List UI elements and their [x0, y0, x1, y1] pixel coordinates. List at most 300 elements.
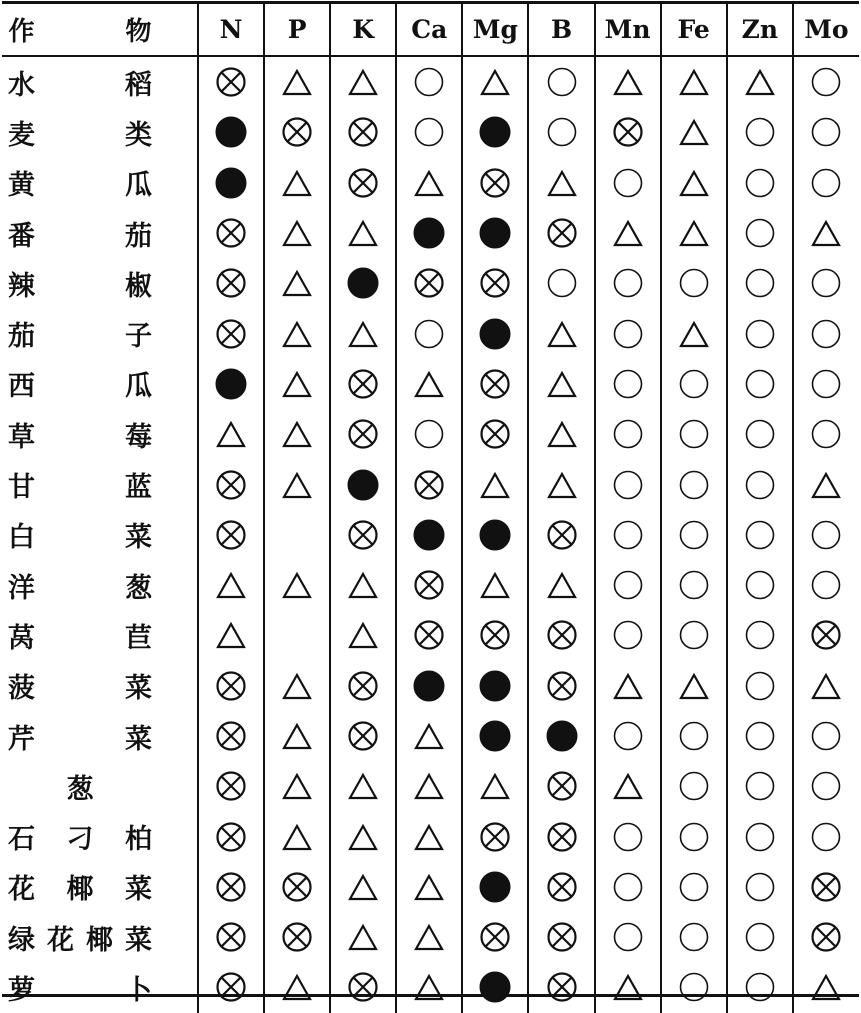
triangle-icon [662, 669, 726, 703]
symbol-cell-ca [396, 409, 462, 459]
symbol-cell-mn [595, 811, 661, 861]
symbol-cell-mn [595, 761, 661, 811]
symbol-cell-mo [793, 308, 859, 358]
open-circle-icon [794, 769, 859, 803]
open-circle-icon [397, 65, 461, 99]
crop-name-cell [2, 56, 198, 107]
symbol-cell-zn [727, 811, 793, 861]
table-row [2, 811, 859, 861]
table-row [2, 107, 859, 157]
open-circle-icon [596, 367, 660, 401]
symbol-cell-ca [396, 962, 462, 1012]
table-row [2, 610, 859, 660]
symbol-cell-b [528, 962, 594, 1012]
symbol-cell-mg [462, 510, 528, 560]
symbol-cell-p [264, 560, 330, 610]
crop-name-cell [2, 208, 198, 258]
crop-name-char: 稻 [125, 69, 152, 101]
circle-cross-icon [529, 769, 593, 803]
symbol-cell-n [198, 308, 264, 358]
triangle-icon [199, 568, 263, 602]
symbol-cell-p [264, 56, 330, 107]
triangle-icon [397, 367, 461, 401]
crop-name-cell [2, 761, 198, 811]
crop-name-char: 苣 [125, 622, 152, 654]
symbol-cell-zn [727, 510, 793, 560]
crop-name-char: 刁 [66, 824, 94, 856]
symbol-cell-zn [727, 761, 793, 811]
crop-name-char: 菜 [125, 522, 152, 554]
crop-name-cell [2, 359, 198, 409]
triangle-icon [529, 468, 593, 502]
symbol-cell-k [330, 661, 396, 711]
crop-nutrient-table [2, 4, 859, 1013]
symbol-cell-p [264, 208, 330, 258]
symbol-cell-ca [396, 560, 462, 610]
circle-cross-icon [199, 216, 263, 250]
symbol-cell-ca [396, 711, 462, 761]
symbol-cell-ca [396, 158, 462, 208]
crop-name-char: 甘 [8, 472, 35, 504]
symbol-cell-mn [595, 661, 661, 711]
circle-cross-icon [265, 870, 329, 904]
symbol-cell-b [528, 258, 594, 308]
symbol-cell-mg [462, 208, 528, 258]
triangle-icon [265, 417, 329, 451]
circle-cross-icon [794, 920, 859, 954]
circle-cross-icon [794, 618, 859, 652]
symbol-cell-fe [661, 862, 727, 912]
open-circle-icon [662, 518, 726, 552]
table-row [2, 912, 859, 962]
triangle-icon [265, 166, 329, 200]
symbol-cell-mn [595, 560, 661, 610]
triangle-icon [397, 920, 461, 954]
symbol-cell-k [330, 711, 396, 761]
triangle-icon [331, 65, 395, 99]
symbol-cell-b [528, 711, 594, 761]
symbol-cell-mo [793, 208, 859, 258]
symbol-cell-mn [595, 912, 661, 962]
symbol-cell-mg [462, 962, 528, 1012]
triangle-icon [265, 820, 329, 854]
open-circle-icon [728, 870, 792, 904]
open-circle-icon [662, 870, 726, 904]
symbol-cell-p [264, 258, 330, 308]
open-circle-icon [596, 166, 660, 200]
open-circle-icon [794, 317, 859, 351]
circle-cross-icon [397, 266, 461, 300]
open-circle-icon [794, 820, 859, 854]
circle-cross-icon [529, 920, 593, 954]
triangle-icon [265, 568, 329, 602]
circle-cross-icon [331, 669, 395, 703]
filled-circle-icon [199, 166, 263, 200]
circle-cross-icon [331, 970, 395, 1004]
symbol-cell-fe [661, 459, 727, 509]
symbol-cell-p [264, 661, 330, 711]
open-circle-icon [397, 417, 461, 451]
symbol-cell-fe [661, 308, 727, 358]
symbol-cell-fe [661, 258, 727, 308]
circle-cross-icon [199, 468, 263, 502]
open-circle-icon [596, 870, 660, 904]
symbol-cell-mg [462, 107, 528, 157]
crop-name-char: 类 [125, 119, 152, 151]
symbol-cell-zn [727, 912, 793, 962]
filled-circle-icon [463, 317, 527, 351]
symbol-cell-p [264, 158, 330, 208]
symbol-cell-mo [793, 811, 859, 861]
symbol-cell-p [264, 761, 330, 811]
symbol-cell-zn [727, 862, 793, 912]
symbol-cell-b [528, 811, 594, 861]
crop-name-char: 花 [8, 874, 35, 906]
symbol-cell-p [264, 409, 330, 459]
symbol-cell-ca [396, 661, 462, 711]
circle-cross-icon [331, 417, 395, 451]
circle-cross-icon [529, 669, 593, 703]
triangle-icon [199, 618, 263, 652]
crop-name-char: 瓜 [125, 371, 152, 403]
symbol-cell-ca [396, 308, 462, 358]
crop-name-cell [2, 510, 198, 560]
triangle-icon [794, 970, 859, 1004]
crop-name-cell [2, 308, 198, 358]
circle-cross-icon [199, 870, 263, 904]
open-circle-icon [596, 468, 660, 502]
symbol-cell-mn [595, 862, 661, 912]
crop-name-cell [2, 409, 198, 459]
triangle-icon [331, 870, 395, 904]
circle-cross-icon [199, 65, 263, 99]
table-row [2, 56, 859, 107]
symbol-cell-b [528, 912, 594, 962]
open-circle-icon [662, 719, 726, 753]
filled-circle-icon [331, 266, 395, 300]
element-header-mg: Mg [462, 4, 528, 56]
symbol-cell-ca [396, 761, 462, 811]
filled-circle-icon [463, 970, 527, 1004]
crop-name-cell [2, 258, 198, 308]
filled-circle-icon [463, 870, 527, 904]
symbol-cell-mo [793, 962, 859, 1012]
circle-cross-icon [265, 115, 329, 149]
symbol-cell-mn [595, 711, 661, 761]
open-circle-icon [596, 618, 660, 652]
triangle-icon [397, 769, 461, 803]
open-circle-icon [728, 367, 792, 401]
triangle-icon [397, 820, 461, 854]
symbol-cell-b [528, 459, 594, 509]
symbol-cell-mn [595, 107, 661, 157]
symbol-cell-mn [595, 158, 661, 208]
open-circle-icon [728, 820, 792, 854]
crop-name-cell [2, 107, 198, 157]
symbol-cell-n [198, 258, 264, 308]
table-row [2, 761, 859, 811]
triangle-icon [463, 65, 527, 99]
open-circle-icon [529, 65, 593, 99]
symbol-cell-p [264, 610, 330, 660]
crop-name-char: 椰 [86, 924, 113, 956]
crop-name-char: 椒 [125, 270, 152, 302]
symbol-cell-k [330, 409, 396, 459]
circle-cross-icon [794, 870, 859, 904]
crop-name-char: 绿 [8, 924, 35, 956]
symbol-cell-mg [462, 158, 528, 208]
symbol-cell-fe [661, 761, 727, 811]
symbol-cell-ca [396, 811, 462, 861]
symbol-cell-mo [793, 459, 859, 509]
crop-name-char: 洋 [8, 572, 35, 604]
header-row [2, 4, 859, 56]
open-circle-icon [662, 266, 726, 300]
symbol-cell-p [264, 459, 330, 509]
symbol-cell-p [264, 510, 330, 560]
crop-name-char: 麦 [8, 119, 35, 151]
symbol-cell-p [264, 308, 330, 358]
element-header-b: B [528, 4, 594, 56]
circle-cross-icon [331, 719, 395, 753]
symbol-cell-mo [793, 862, 859, 912]
symbol-cell-k [330, 962, 396, 1012]
open-circle-icon [728, 468, 792, 502]
symbol-cell-zn [727, 409, 793, 459]
circle-cross-icon [463, 820, 527, 854]
symbol-cell-p [264, 711, 330, 761]
symbol-cell-n [198, 862, 264, 912]
table-row [2, 962, 859, 1012]
symbol-cell-mo [793, 107, 859, 157]
triangle-icon [331, 820, 395, 854]
symbol-cell-b [528, 359, 594, 409]
crop-name-char: 菜 [125, 924, 152, 956]
open-circle-icon [596, 417, 660, 451]
triangle-icon [529, 568, 593, 602]
circle-cross-icon [331, 115, 395, 149]
open-circle-icon [596, 719, 660, 753]
open-circle-icon [662, 820, 726, 854]
symbol-cell-mo [793, 510, 859, 560]
symbol-cell-b [528, 661, 594, 711]
symbol-cell-p [264, 912, 330, 962]
symbol-cell-zn [727, 208, 793, 258]
open-circle-icon [728, 266, 792, 300]
symbol-cell-b [528, 610, 594, 660]
circle-cross-icon [199, 669, 263, 703]
filled-circle-icon [463, 115, 527, 149]
symbol-cell-mn [595, 962, 661, 1012]
crop-name-char: 水 [8, 69, 35, 101]
table-row [2, 258, 859, 308]
symbol-cell-ca [396, 258, 462, 308]
symbol-cell-zn [727, 661, 793, 711]
symbol-cell-b [528, 158, 594, 208]
symbol-cell-b [528, 862, 594, 912]
open-circle-icon [662, 568, 726, 602]
symbol-cell-p [264, 359, 330, 409]
triangle-icon [265, 468, 329, 502]
symbol-cell-mo [793, 912, 859, 962]
table-row [2, 711, 859, 761]
crop-name-cell [2, 158, 198, 208]
symbol-cell-zn [727, 459, 793, 509]
symbol-cell-ca [396, 510, 462, 560]
open-circle-icon [662, 769, 726, 803]
open-circle-icon [794, 266, 859, 300]
symbol-cell-mg [462, 258, 528, 308]
triangle-icon [463, 568, 527, 602]
crop-name-char: 莴 [8, 622, 35, 654]
triangle-icon [397, 166, 461, 200]
triangle-icon [596, 970, 660, 1004]
symbol-cell-zn [727, 56, 793, 107]
open-circle-icon [794, 115, 859, 149]
open-circle-icon [596, 920, 660, 954]
table-body [2, 56, 859, 1013]
symbol-cell-k [330, 158, 396, 208]
circle-cross-icon [331, 518, 395, 552]
crop-name-cell [2, 811, 198, 861]
symbol-cell-mo [793, 761, 859, 811]
circle-cross-icon [463, 266, 527, 300]
symbol-cell-k [330, 912, 396, 962]
symbol-cell-n [198, 56, 264, 107]
open-circle-icon [728, 568, 792, 602]
symbol-cell-fe [661, 962, 727, 1012]
symbol-cell-mn [595, 208, 661, 258]
table-row [2, 409, 859, 459]
symbol-cell-mn [595, 610, 661, 660]
symbol-cell-k [330, 811, 396, 861]
symbol-cell-n [198, 711, 264, 761]
symbol-cell-mn [595, 56, 661, 107]
symbol-cell-mg [462, 912, 528, 962]
filled-circle-icon [397, 216, 461, 250]
element-header-p: P [264, 4, 330, 56]
symbol-cell-k [330, 560, 396, 610]
open-circle-icon [397, 317, 461, 351]
circle-cross-icon [529, 970, 593, 1004]
crop-name-cell [2, 862, 198, 912]
triangle-icon [265, 970, 329, 1004]
circle-cross-icon [199, 317, 263, 351]
symbol-cell-ca [396, 862, 462, 912]
circle-cross-icon [397, 568, 461, 602]
open-circle-icon [794, 719, 859, 753]
table-row [2, 308, 859, 358]
open-circle-icon [529, 266, 593, 300]
filled-circle-icon [463, 216, 527, 250]
triangle-icon [794, 468, 859, 502]
circle-cross-icon [463, 920, 527, 954]
symbol-cell-k [330, 107, 396, 157]
symbol-cell-zn [727, 711, 793, 761]
symbol-cell-mn [595, 308, 661, 358]
symbol-cell-ca [396, 107, 462, 157]
triangle-icon [794, 216, 859, 250]
symbol-cell-mo [793, 258, 859, 308]
symbol-cell-k [330, 459, 396, 509]
symbol-cell-fe [661, 711, 727, 761]
symbol-cell-mg [462, 56, 528, 107]
symbol-cell-p [264, 107, 330, 157]
symbol-cell-b [528, 409, 594, 459]
crop-nutrient-table-container [2, 1, 859, 1006]
symbol-cell-mo [793, 560, 859, 610]
symbol-cell-mg [462, 711, 528, 761]
open-circle-icon [662, 367, 726, 401]
table-row [2, 661, 859, 711]
crop-name-char: 茄 [125, 220, 152, 252]
circle-cross-icon [265, 920, 329, 954]
circle-cross-icon [199, 769, 263, 803]
symbol-cell-n [198, 661, 264, 711]
crop-name-char: 草 [8, 421, 35, 453]
symbol-cell-fe [661, 208, 727, 258]
triangle-icon [265, 669, 329, 703]
symbol-cell-fe [661, 560, 727, 610]
triangle-icon [529, 417, 593, 451]
crop-name-cell [2, 661, 198, 711]
triangle-icon [662, 317, 726, 351]
triangle-icon [728, 65, 792, 99]
symbol-cell-fe [661, 510, 727, 560]
symbol-cell-mg [462, 359, 528, 409]
symbol-cell-ca [396, 459, 462, 509]
open-circle-icon [728, 669, 792, 703]
crop-name-char: 茄 [8, 321, 35, 353]
triangle-icon [529, 367, 593, 401]
open-circle-icon [728, 115, 792, 149]
symbol-cell-fe [661, 409, 727, 459]
symbol-cell-n [198, 610, 264, 660]
crop-header-char-1: 作 [8, 17, 35, 47]
symbol-cell-zn [727, 359, 793, 409]
element-header-mn: Mn [595, 4, 661, 56]
triangle-icon [596, 769, 660, 803]
symbol-cell-k [330, 208, 396, 258]
open-circle-icon [662, 970, 726, 1004]
crop-header-char-2: 物 [125, 17, 152, 47]
symbol-cell-k [330, 610, 396, 660]
symbol-cell-n [198, 962, 264, 1012]
symbol-cell-b [528, 560, 594, 610]
table-row [2, 510, 859, 560]
crop-name-cell [2, 560, 198, 610]
symbol-cell-fe [661, 107, 727, 157]
open-circle-icon [728, 417, 792, 451]
open-circle-icon [529, 115, 593, 149]
circle-cross-icon [463, 166, 527, 200]
triangle-icon [662, 166, 726, 200]
element-header-k: K [330, 4, 396, 56]
crop-name-char: 黄 [8, 170, 35, 202]
open-circle-icon [728, 518, 792, 552]
symbol-cell-mo [793, 409, 859, 459]
symbol-cell-b [528, 56, 594, 107]
symbol-cell-zn [727, 107, 793, 157]
symbol-cell-mg [462, 459, 528, 509]
circle-cross-icon [463, 417, 527, 451]
filled-circle-icon [463, 719, 527, 753]
circle-cross-icon [529, 216, 593, 250]
symbol-cell-k [330, 510, 396, 560]
open-circle-icon [596, 317, 660, 351]
triangle-icon [662, 216, 726, 250]
open-circle-icon [662, 417, 726, 451]
